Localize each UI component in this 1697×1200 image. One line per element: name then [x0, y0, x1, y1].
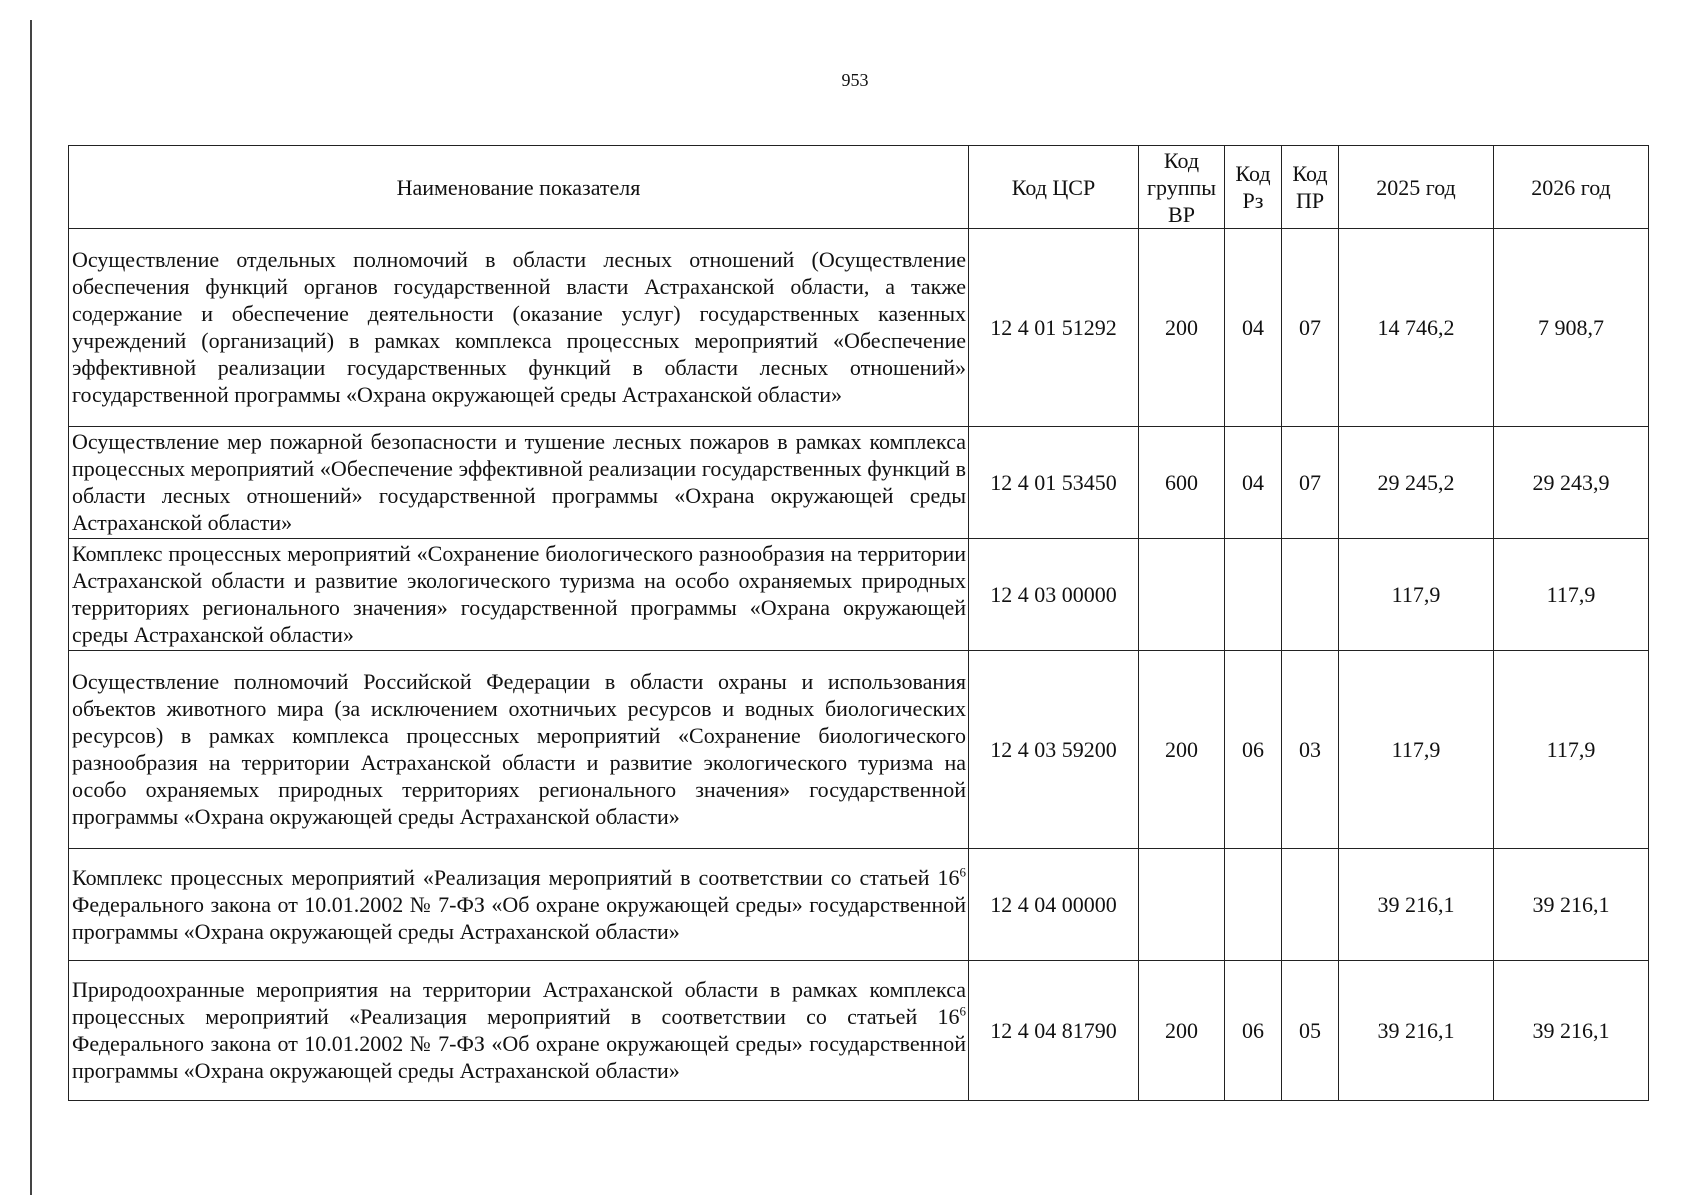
- header-csr: Код ЦСР: [969, 146, 1139, 229]
- row-2026: 7 908,7: [1494, 229, 1649, 427]
- table-row: [69, 849, 1649, 961]
- row-csr: 12 4 04 81790: [969, 961, 1139, 1101]
- row-name-superscript: 6: [959, 864, 966, 880]
- row-csr: 12 4 01 53450: [969, 427, 1139, 539]
- table-row: [69, 229, 1649, 427]
- row-name: Осуществление отдельных полномочий в области лесных отношений (Осуществление обеспечения функций органов государственной власти Астраханской области, а также содержание и обеспечение деятельности (оказание услуг) государственных казенных учреждений (организаций) в рамках комплекса процессных мероприятий «Обеспечение эффективной реализации государственных функций в области лесных отношений» государственной программы «Охрана окружающей среды Астраханской области»: [69, 229, 969, 427]
- row-csr: 12 4 03 00000: [969, 539, 1139, 651]
- row-2025: 29 245,2: [1339, 427, 1494, 539]
- row-vr: 200: [1139, 961, 1225, 1101]
- row-name: [69, 849, 969, 961]
- row-pr: [1282, 539, 1339, 651]
- row-name: Осуществление полномочий Российской Федерации в области охраны и использования объектов животного мира (за исключением охотничьих ресурсов и водных биологических ресурсов) в рамках комплекса процессных мероприятий «Сохранение биологического разнообразия на территории Астраханской области и развитие экологического туризма на особо охраняемых природных территориях регионального значения» государственной программы «Охрана окружающей среды Астраханской области»: [69, 651, 969, 849]
- row-rz: 04: [1225, 229, 1282, 427]
- row-rz: 06: [1225, 961, 1282, 1101]
- row-2025: 14 746,2: [1339, 229, 1494, 427]
- header-name: Наименование показателя: [69, 146, 969, 229]
- row-2025: 117,9: [1339, 539, 1494, 651]
- table-row: [69, 539, 1649, 651]
- row-name-start: Природоохранные мероприятия на территории Астраханской области в рамках комплекса процессных мероприятий «Реализация мероприятий в соответствии со статьей 16: [72, 977, 966, 1029]
- table-row: [69, 961, 1649, 1101]
- row-rz: [1225, 539, 1282, 651]
- header-2025: 2025 год: [1339, 146, 1494, 229]
- row-name-superscript: 6: [959, 1003, 966, 1019]
- header-pr: Код ПР: [1282, 146, 1339, 229]
- table-row: [69, 651, 1649, 849]
- row-csr: 12 4 04 00000: [969, 849, 1139, 961]
- row-name: [69, 961, 969, 1101]
- row-name-start: Комплекс процессных мероприятий «Реализация мероприятий в соответствии со статьей 16: [72, 864, 960, 890]
- row-2025: 117,9: [1339, 651, 1494, 849]
- row-2026: 117,9: [1494, 539, 1649, 651]
- row-csr: 12 4 01 51292: [969, 229, 1139, 427]
- row-vr: [1139, 849, 1225, 961]
- table-row: [69, 427, 1649, 539]
- row-vr: 200: [1139, 651, 1225, 849]
- binding-margin-line: [30, 20, 32, 1195]
- row-pr: 07: [1282, 427, 1339, 539]
- row-rz: 06: [1225, 651, 1282, 849]
- row-2025: 39 216,1: [1339, 849, 1494, 961]
- row-name-end: Федерального закона от 10.01.2002 № 7-ФЗ «Об охране окружающей среды» государственной программы «Охрана окружающей среды Астраханской области»: [72, 1031, 966, 1083]
- header-2026: 2026 год: [1494, 146, 1649, 229]
- row-2025: 39 216,1: [1339, 961, 1494, 1101]
- row-rz: 04: [1225, 427, 1282, 539]
- row-2026: 39 216,1: [1494, 849, 1649, 961]
- header-vr: Код группы ВР: [1139, 146, 1225, 229]
- row-vr: [1139, 539, 1225, 651]
- row-pr: 05: [1282, 961, 1339, 1101]
- header-rz: Код Рз: [1225, 146, 1282, 229]
- row-name-end: Федерального закона от 10.01.2002 № 7-ФЗ «Об охране окружающей среды» государственной программы «Охрана окружающей среды Астраханской области»: [72, 891, 966, 944]
- row-pr: 03: [1282, 651, 1339, 849]
- table-header-row: [69, 146, 1649, 229]
- row-csr: 12 4 03 59200: [969, 651, 1139, 849]
- row-2026: 29 243,9: [1494, 427, 1649, 539]
- row-name: Осуществление мер пожарной безопасности и тушение лесных пожаров в рамках комплекса процессных мероприятий «Обеспечение эффективной реализации государственных функций в области лесных отношений» государственной программы «Охрана окружающей среды Астраханской области»: [69, 427, 969, 539]
- row-2026: 39 216,1: [1494, 961, 1649, 1101]
- row-pr: 07: [1282, 229, 1339, 427]
- budget-table: [68, 145, 1649, 1101]
- budget-table-container: [68, 145, 1648, 1101]
- row-vr: 200: [1139, 229, 1225, 427]
- row-rz: [1225, 849, 1282, 961]
- row-name: Комплекс процессных мероприятий «Сохранение биологического разнообразия на территории Астраханской области и развитие экологического туризма на особо охраняемых природных территориях регионального значения» государственной программы «Охрана окружающей среды Астраханской области»: [69, 539, 969, 651]
- row-vr: 600: [1139, 427, 1225, 539]
- page-number: 953: [841, 70, 869, 90]
- row-2026: 117,9: [1494, 651, 1649, 849]
- row-pr: [1282, 849, 1339, 961]
